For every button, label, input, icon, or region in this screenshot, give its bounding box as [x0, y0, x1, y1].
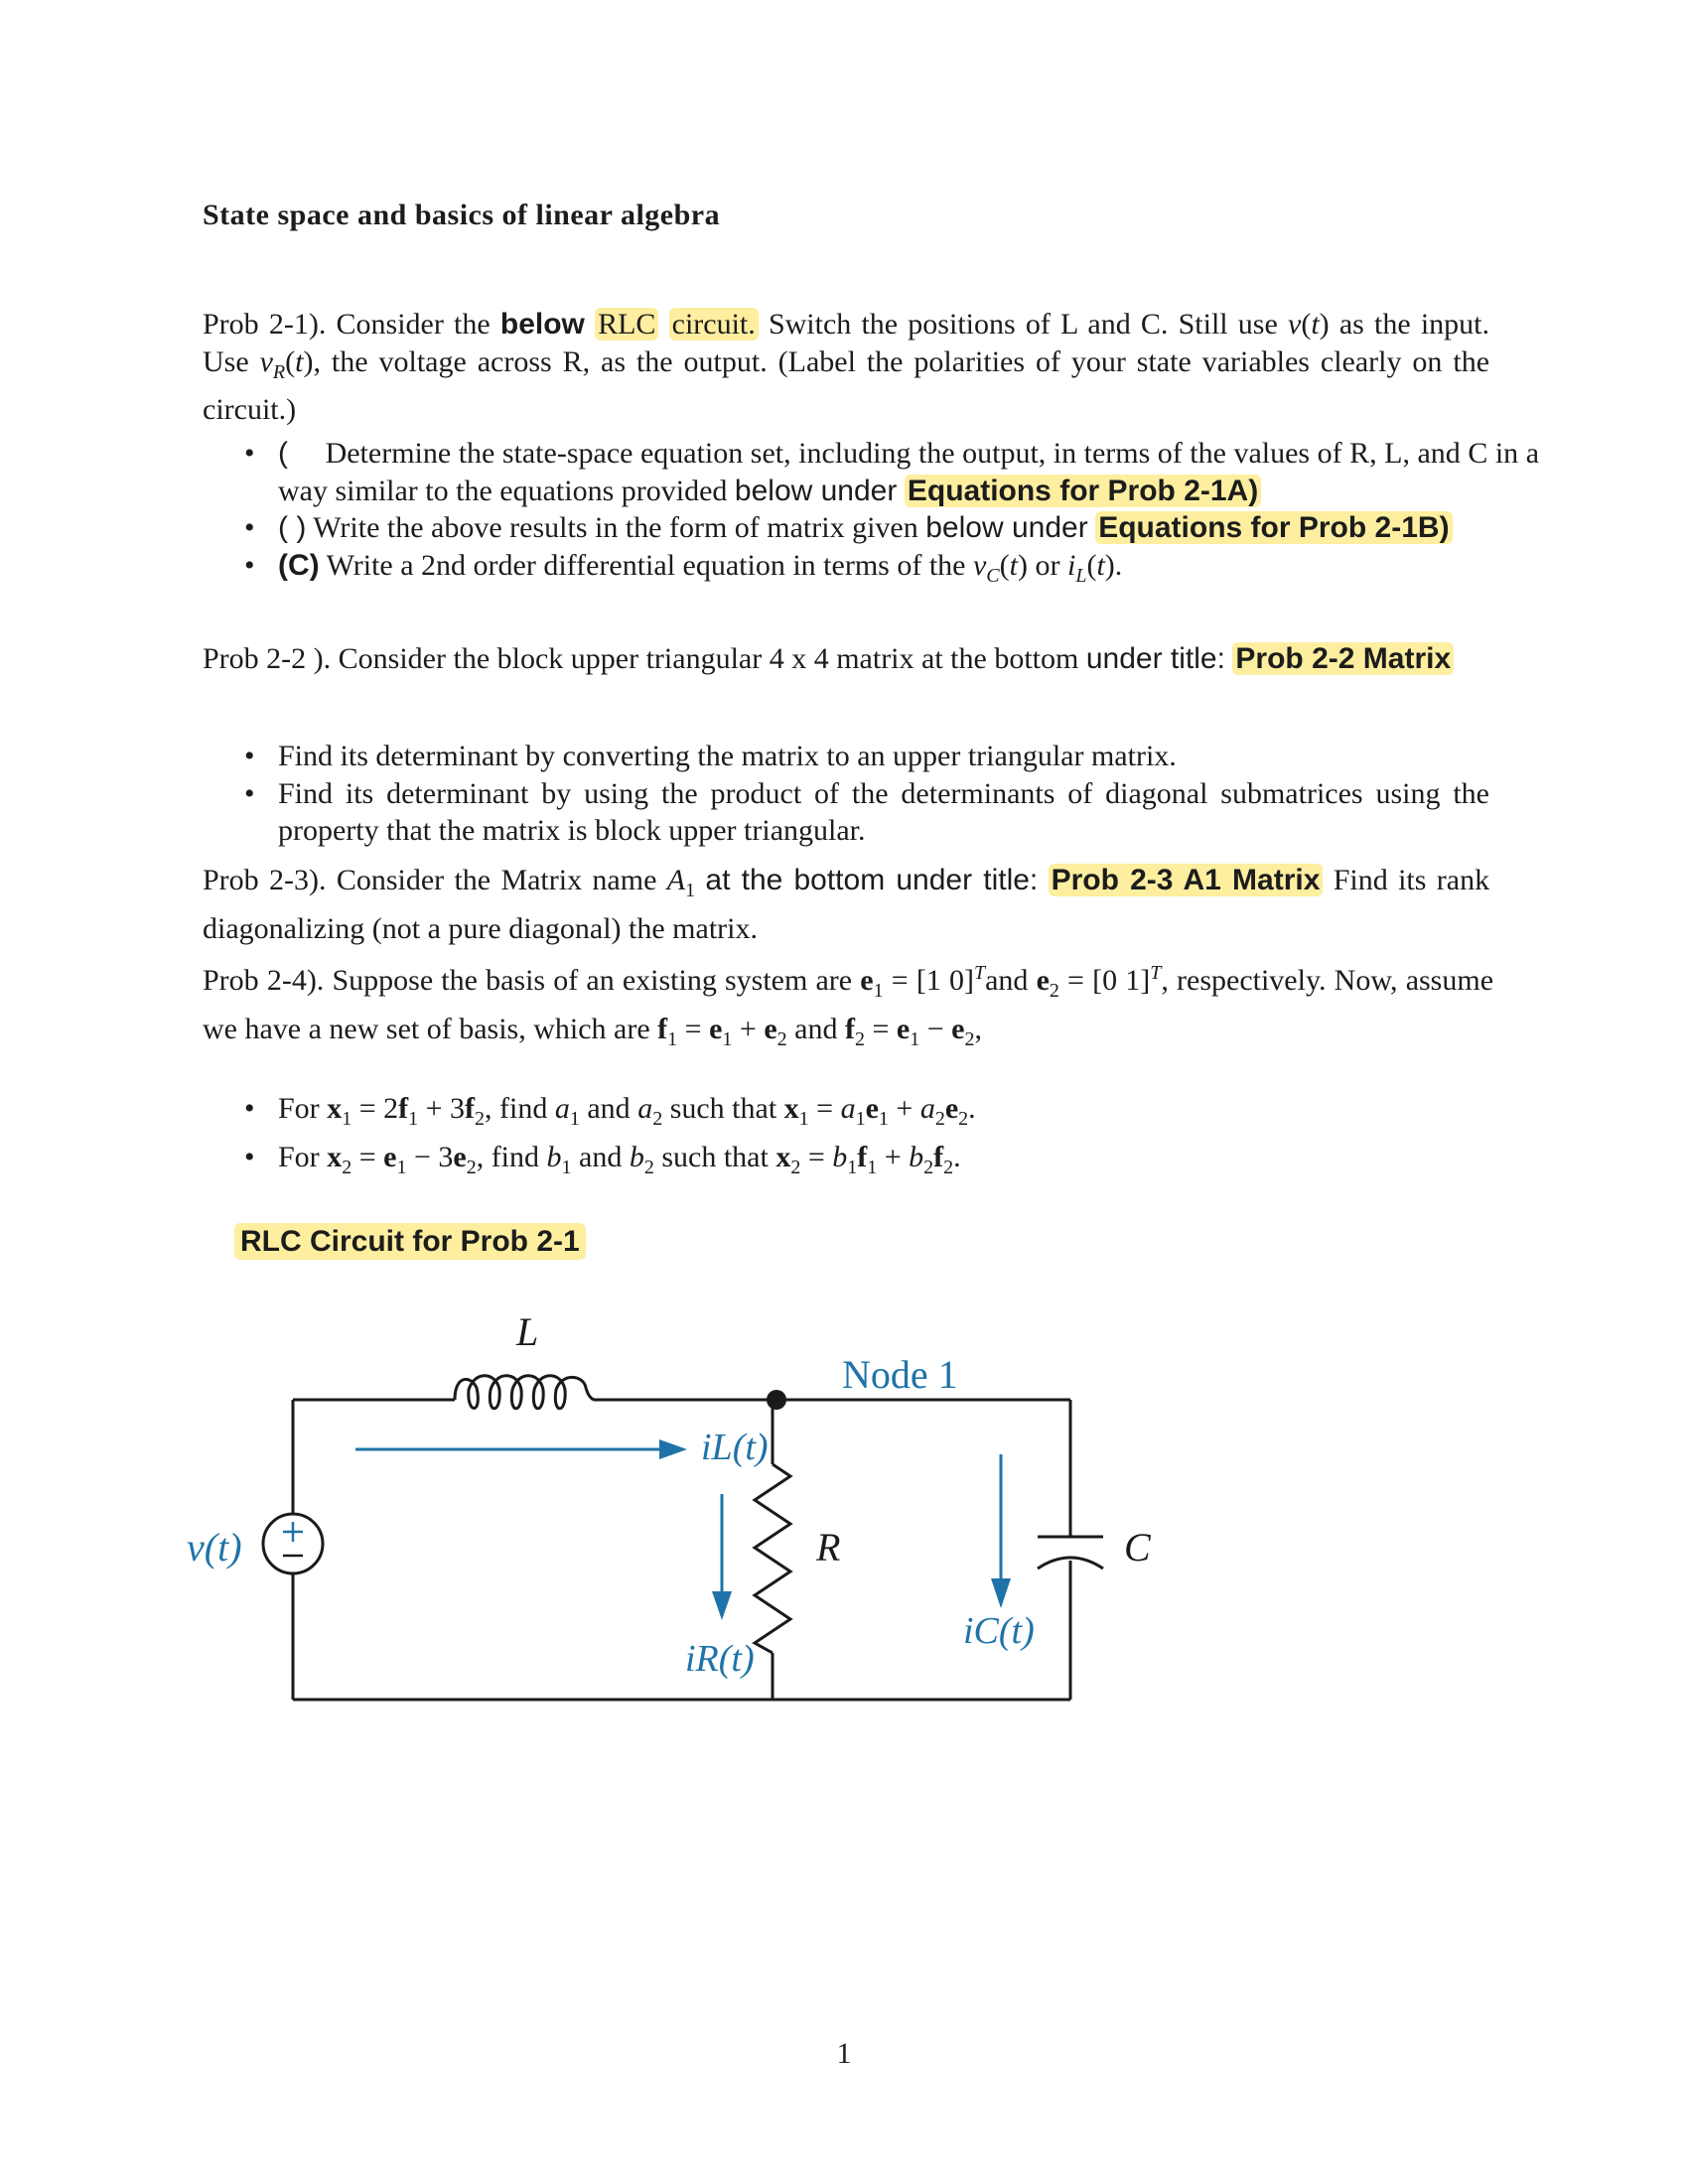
bullet-a: • ( Determine the state-space equation set, including the output, in terms of the values of R, L, and C in a way similar to the equations provided below under Equations for Prob 2-1A) [278, 435, 1539, 509]
bullet-2-2-1: • Find its determinant by converting the matrix to an upper triangular matrix. [278, 738, 1489, 775]
bullet-2-4-2: • For $x_2 = e_1 - 3e_2$, find $b_1$ and $b_2$ such that $x_2 = b_1f_1 + b_2f_2$. [278, 1139, 1470, 1187]
highlight-eq-2-1a: Equations for Prob 2-1A) [905, 475, 1261, 507]
ir-label: iR(t) [685, 1638, 755, 1680]
il-label: iL(t) [701, 1427, 769, 1468]
source-label: v(t) [187, 1525, 242, 1570]
prob-2-1-text: Prob 2-1). Consider the below RLC circuit. Switch the positions of L and C. Still use v(t) as the input. Use $v_R(t)$, the voltage across R, as the output. (Label the polarities of your state variables clearly on the circuit.) [203, 308, 1490, 426]
current-arrow-ir [712, 1494, 732, 1620]
current-arrow-il [355, 1439, 687, 1459]
prob-2-2-text: Prob 2-2 ). Consider the block upper triangular 4 x 4 matrix at the bottom under title: Prob 2-2 Matrix [203, 640, 1489, 678]
bullet-2-4-1: • For $x_1 = 2f_1 + 3f_2$, find $a_1$ and $a_2$ such that $x_1 = a_1e_1 + a_2e_2$. [278, 1090, 1470, 1139]
prob-2-3-text: Prob 2-3). Consider the Matrix name $A_1$ at the bottom under title: Prob 2-3 A1 Matrix Find its rank diagonalizing (not a pure diagonal) the matrix. [203, 864, 1490, 945]
bullet-c: • (C) Write a 2nd order differential equation in terms of the $v_C(t)$ or $i_L(t)$. [278, 547, 1539, 596]
current-arrow-ic [991, 1454, 1011, 1608]
prob-2-4-text: Prob 2-4). Suppose the basis of an existing system are $e_1 = [1$ 0]$^T$and $e_2 = [0$ 1]$^T$, respectively. Now, assume we have a new set of basis, which are $f_1 = e_1 + e_2$ and $f_2 = e_1 - e_2$, [203, 962, 1494, 1050]
inductor-label: L [516, 1309, 539, 1354]
ic-label: iC(t) [963, 1610, 1035, 1652]
circuit-label: RLC Circuit for Prob 2-1 [234, 1223, 586, 1260]
highlight-prob-2-3-matrix: Prob 2-3 A1 Matrix [1049, 864, 1324, 896]
highlight-eq-2-1b: Equations for Prob 2-1B) [1095, 511, 1452, 544]
highlight-circuit: circuit. [669, 308, 759, 341]
resistor-label: R [816, 1525, 841, 1570]
voltage-source-symbol [263, 1514, 323, 1573]
node-1-label: Node 1 [842, 1352, 958, 1397]
page-number: 1 [836, 2037, 852, 2070]
bullet-2-2-2: • Find its determinant by using the product of the determinants of diagonal submatrices using the property that the matrix is block upper triangular. [278, 775, 1489, 850]
circuit-wires [293, 1400, 1070, 1700]
page-title: State space and basics of linear algebra [203, 199, 721, 231]
inductor-symbol [455, 1376, 598, 1409]
highlight-rlc: RLC [595, 308, 658, 341]
highlight-prob-2-2-matrix: Prob 2-2 Matrix [1232, 642, 1454, 675]
node-1-dot [767, 1390, 786, 1410]
capacitor-label: C [1124, 1525, 1151, 1570]
resistor-symbol [755, 1464, 790, 1653]
bullet-b: • ( ) Write the above results in the form of matrix given below under Equations for Prob 2-1B) [278, 509, 1539, 547]
